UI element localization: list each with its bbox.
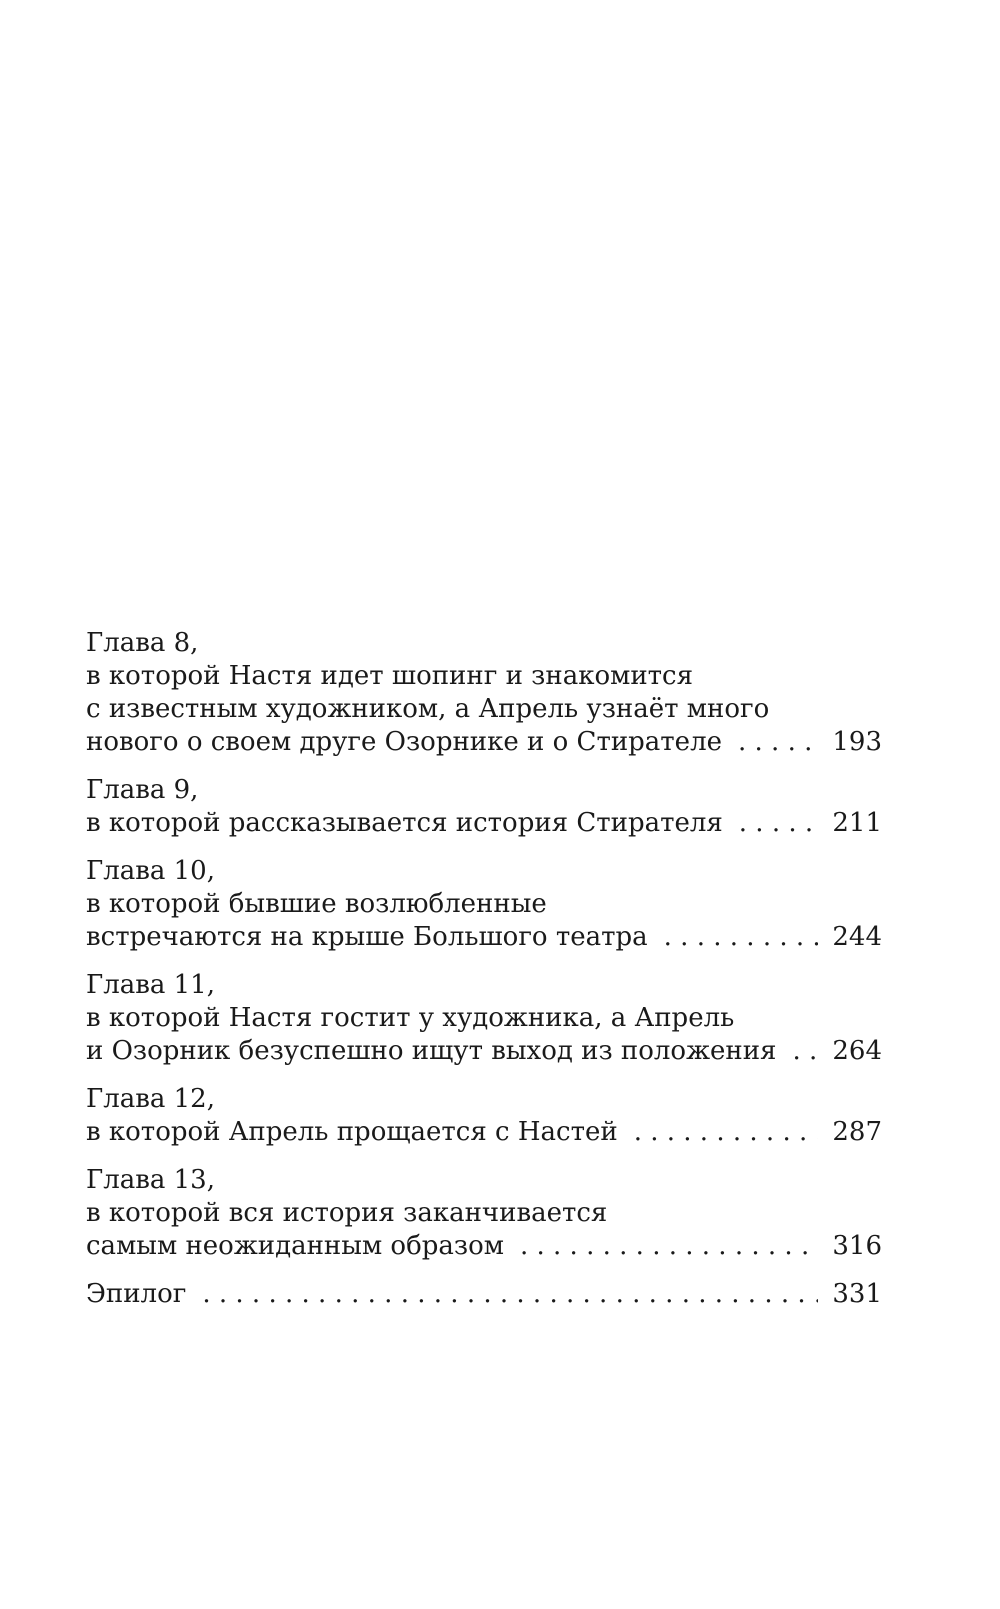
toc-entry-last-line — [86, 1116, 882, 1149]
toc-entry-chapter-9 — [86, 774, 882, 840]
toc-entry-last-line — [86, 1230, 882, 1263]
toc-page-number: 316 — [832, 1231, 882, 1261]
toc-entry-heading: Глава 11, — [86, 970, 215, 1000]
toc-entry-chapter-10 — [86, 855, 882, 954]
toc-entry-heading: Глава 8, — [86, 628, 199, 658]
toc-entry-line: в которой вся история заканчивается — [86, 1198, 608, 1228]
toc-entry-line: нового о своем друге Озорнике и о Стирателе — [86, 727, 722, 757]
dot-leader — [738, 726, 818, 759]
toc-entry-heading: Глава 9, — [86, 775, 199, 805]
toc-entry-line: самым неожиданным образом — [86, 1231, 504, 1261]
toc-entry-chapter-8 — [86, 627, 882, 759]
toc-page-number: 287 — [832, 1117, 882, 1147]
toc-entry-chapter-11 — [86, 969, 882, 1068]
toc-entry-last-line — [86, 726, 882, 759]
dot-leader — [739, 807, 819, 840]
toc-entry-chapter-13 — [86, 1164, 882, 1263]
toc-entry-line: в которой Настя гостит у художника, а Апрель — [86, 1003, 735, 1033]
toc-entry-last-line — [86, 1278, 882, 1311]
toc-entry-line: в которой Апрель прощается с Настей — [86, 1117, 618, 1147]
toc-entry-line: и Озорник безуспешно ищут выход из положения — [86, 1036, 777, 1066]
toc-page-number: 331 — [832, 1279, 882, 1309]
toc-entry-line: встречаются на крыше Большого театра — [86, 922, 648, 952]
toc-entry-epilogue — [86, 1278, 882, 1311]
toc-page-number: 264 — [832, 1036, 882, 1066]
toc-page-number: 193 — [832, 727, 882, 757]
toc-entry-last-line — [86, 807, 882, 840]
dot-leader — [202, 1278, 818, 1311]
table-of-contents — [86, 627, 882, 1326]
toc-entry-heading: Эпилог — [86, 1279, 187, 1309]
toc-entry-last-line — [86, 1035, 882, 1068]
dot-leader — [792, 1035, 818, 1068]
toc-entry-line: в которой Настя идет шопинг и знакомится — [86, 661, 694, 691]
toc-page-number: 244 — [832, 922, 882, 952]
dot-leader — [520, 1230, 818, 1263]
dot-leader — [664, 921, 819, 954]
toc-entry-heading: Глава 12, — [86, 1084, 215, 1114]
toc-entry-heading: Глава 13, — [86, 1165, 215, 1195]
toc-entry-chapter-12 — [86, 1083, 882, 1149]
toc-entry-line: с известным художником, а Апрель узнаёт много — [86, 694, 770, 724]
toc-entry-line: в которой рассказывается история Стирателя — [86, 808, 723, 838]
toc-entry-heading: Глава 10, — [86, 856, 215, 886]
dot-leader — [634, 1116, 819, 1149]
toc-entry-line: в которой бывшие возлюбленные — [86, 889, 547, 919]
toc-page-number: 211 — [832, 808, 882, 838]
toc-entry-last-line — [86, 921, 882, 954]
